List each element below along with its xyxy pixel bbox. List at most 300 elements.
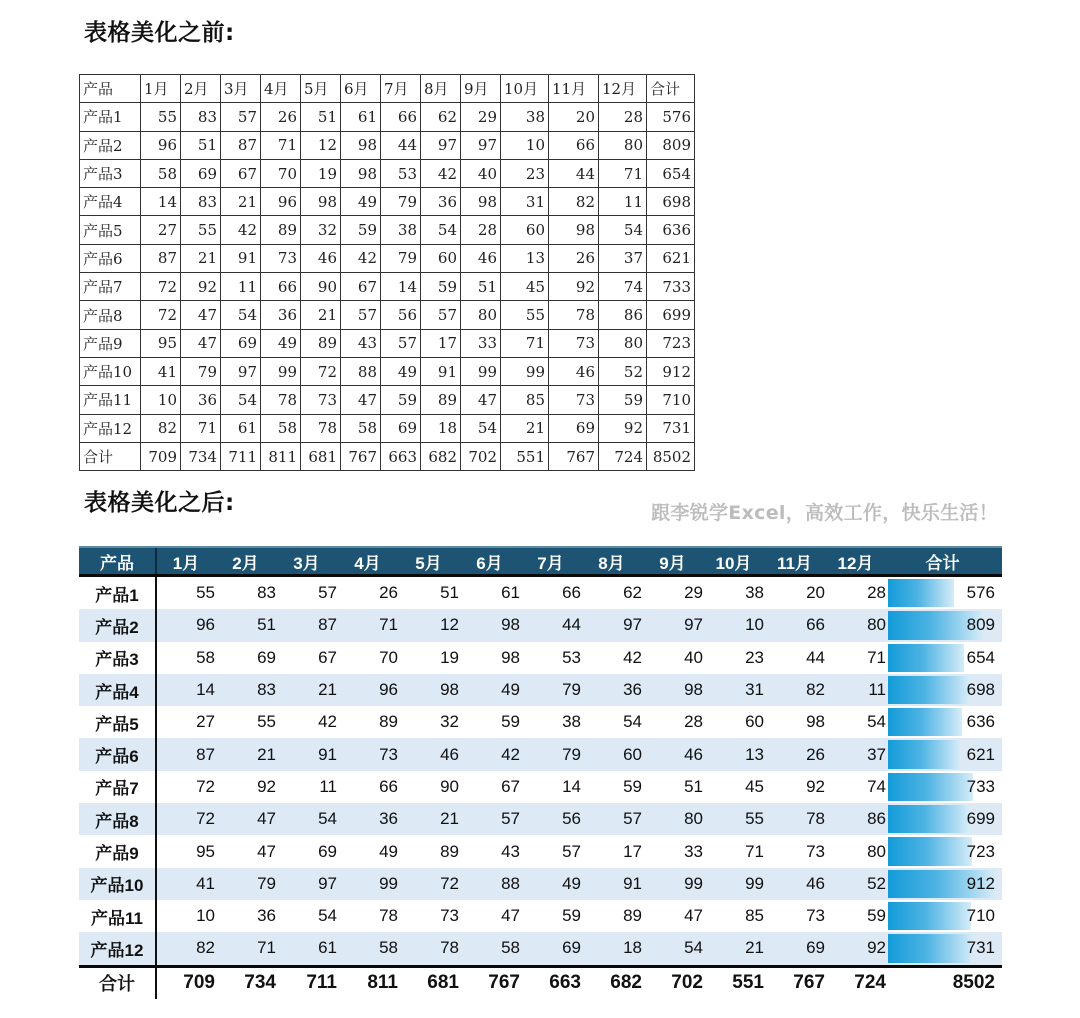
after-cell: 89 xyxy=(379,712,398,732)
before-total-cell: 809 xyxy=(647,131,695,159)
after-cell: 11 xyxy=(868,680,886,700)
before-cell: 61 xyxy=(341,103,381,131)
before-cell: 36 xyxy=(261,301,301,329)
after-cell: 71 xyxy=(745,841,764,861)
after-cell: 78 xyxy=(440,938,459,958)
after-cell: 60 xyxy=(745,712,764,732)
after-cell: 44 xyxy=(562,615,581,635)
before-row-label: 产品6 xyxy=(80,244,141,272)
before-cell: 99 xyxy=(461,357,501,385)
before-cell: 11 xyxy=(221,273,261,301)
before-cell: 73 xyxy=(549,329,599,357)
after-cell: 88 xyxy=(501,873,520,893)
after-table-row xyxy=(79,674,1002,706)
after-table-row xyxy=(79,577,1002,609)
before-cell: 47 xyxy=(341,386,381,414)
before-cell: 98 xyxy=(461,188,501,216)
after-header-cell: 产品 xyxy=(79,548,157,574)
before-cell: 92 xyxy=(549,273,599,301)
before-cell: 71 xyxy=(261,131,301,159)
before-cell: 663 xyxy=(381,442,421,470)
after-header-cell: 8月 xyxy=(598,553,625,573)
after-cell: 91 xyxy=(623,873,642,893)
before-cell: 73 xyxy=(261,244,301,272)
before-header-row xyxy=(80,75,695,103)
after-cell: 54 xyxy=(318,906,337,926)
after-cell: 59 xyxy=(867,906,886,926)
after-summary-cell: 724 xyxy=(854,972,886,994)
after-table-row xyxy=(79,642,1002,674)
before-cell: 681 xyxy=(301,442,341,470)
after-total-value: 733 xyxy=(966,776,995,796)
after-cell: 42 xyxy=(501,744,520,764)
after-row-label: 产品2 xyxy=(79,609,157,641)
after-cell: 51 xyxy=(257,615,276,635)
after-cell: 72 xyxy=(196,776,215,796)
after-cell: 92 xyxy=(257,776,276,796)
after-cell: 80 xyxy=(867,615,886,635)
after-total-value: 710 xyxy=(966,906,995,926)
before-cell: 36 xyxy=(181,386,221,414)
after-cell: 51 xyxy=(684,776,703,796)
before-cell: 33 xyxy=(461,329,501,357)
before-cell: 99 xyxy=(261,357,301,385)
before-cell: 57 xyxy=(341,301,381,329)
after-cell: 72 xyxy=(196,809,215,829)
after-summary-row xyxy=(79,965,1002,999)
after-cell: 58 xyxy=(501,938,520,958)
after-cell: 42 xyxy=(318,712,337,732)
before-cell: 42 xyxy=(421,159,461,187)
before-row-label: 合计 xyxy=(80,442,141,470)
after-cell: 31 xyxy=(745,680,764,700)
after-cell: 38 xyxy=(562,712,581,732)
after-summary-total: 8502 xyxy=(952,972,995,994)
before-cell: 87 xyxy=(221,131,261,159)
after-cell: 36 xyxy=(379,809,398,829)
after-cell: 42 xyxy=(623,647,642,667)
before-cell: 88 xyxy=(341,357,381,385)
after-row-label: 产品4 xyxy=(79,674,157,706)
before-cell: 86 xyxy=(599,301,647,329)
before-row-label: 产品5 xyxy=(80,216,141,244)
after-total-cell xyxy=(886,609,999,641)
after-cell: 47 xyxy=(684,906,703,926)
before-cell: 83 xyxy=(181,188,221,216)
after-cell: 72 xyxy=(440,873,459,893)
before-total-cell: 654 xyxy=(647,159,695,187)
before-cell: 21 xyxy=(221,188,261,216)
before-cell: 57 xyxy=(381,329,421,357)
before-cell: 702 xyxy=(461,442,501,470)
after-cell: 23 xyxy=(745,647,764,667)
before-cell: 89 xyxy=(421,386,461,414)
before-cell: 42 xyxy=(221,216,261,244)
before-cell: 83 xyxy=(181,103,221,131)
before-header-cell: 9月 xyxy=(461,75,501,103)
before-table-row xyxy=(80,301,695,329)
after-table-row xyxy=(79,803,1002,835)
after-cell: 87 xyxy=(318,615,337,635)
before-cell: 71 xyxy=(181,414,221,442)
before-cell: 37 xyxy=(599,244,647,272)
before-cell: 91 xyxy=(221,244,261,272)
after-cell: 69 xyxy=(806,938,825,958)
before-cell: 54 xyxy=(599,216,647,244)
after-cell: 55 xyxy=(196,583,215,603)
after-cell: 66 xyxy=(562,583,581,603)
before-cell: 87 xyxy=(141,244,181,272)
before-cell: 53 xyxy=(381,159,421,187)
after-total-cell xyxy=(886,674,999,706)
before-cell: 46 xyxy=(301,244,341,272)
after-summary-cell: 709 xyxy=(183,972,215,994)
before-total-cell: 710 xyxy=(647,386,695,414)
before-table-row xyxy=(80,103,695,131)
before-cell: 97 xyxy=(221,357,261,385)
after-header-cell: 9月 xyxy=(659,553,686,573)
after-row-label: 产品1 xyxy=(79,577,157,609)
after-total-value: 723 xyxy=(966,841,995,861)
after-cell: 55 xyxy=(257,712,276,732)
after-cell: 37 xyxy=(867,744,886,764)
before-total-cell: 912 xyxy=(647,357,695,385)
after-cell: 47 xyxy=(257,809,276,829)
after-header-cell: 5月 xyxy=(415,553,442,573)
after-cell: 79 xyxy=(562,744,581,764)
before-cell: 59 xyxy=(599,386,647,414)
after-cell: 73 xyxy=(806,906,825,926)
after-header-cell: 7月 xyxy=(537,553,564,573)
before-cell: 95 xyxy=(141,329,181,357)
before-cell: 96 xyxy=(261,188,301,216)
after-cell: 57 xyxy=(562,841,581,861)
before-cell: 51 xyxy=(181,131,221,159)
before-cell: 41 xyxy=(141,357,181,385)
before-cell: 46 xyxy=(461,244,501,272)
after-summary-cell: 767 xyxy=(793,972,825,994)
before-cell: 91 xyxy=(421,357,461,385)
before-header-cell: 6月 xyxy=(341,75,381,103)
after-cell: 12 xyxy=(440,615,459,635)
after-row-label: 产品7 xyxy=(79,771,157,803)
after-cell: 55 xyxy=(745,809,764,829)
after-cell: 80 xyxy=(867,841,886,861)
after-cell: 40 xyxy=(684,647,703,667)
after-cell: 66 xyxy=(806,615,825,635)
before-row-label: 产品2 xyxy=(80,131,141,159)
after-cell: 80 xyxy=(684,809,703,829)
after-cell: 51 xyxy=(440,583,459,603)
before-cell: 55 xyxy=(141,103,181,131)
before-cell: 44 xyxy=(549,159,599,187)
before-cell: 26 xyxy=(549,244,599,272)
after-cell: 32 xyxy=(440,712,459,732)
after-total-cell xyxy=(886,771,999,803)
before-header-cell: 2月 xyxy=(181,75,221,103)
after-cell: 18 xyxy=(623,938,642,958)
data-bar xyxy=(888,902,971,930)
after-cell: 11 xyxy=(319,776,337,796)
data-bar xyxy=(888,740,960,768)
before-cell: 69 xyxy=(181,159,221,187)
before-cell: 52 xyxy=(599,357,647,385)
after-cell: 46 xyxy=(440,744,459,764)
data-bar xyxy=(888,579,954,607)
after-cell: 43 xyxy=(501,841,520,861)
title-after: 表格美化之后: xyxy=(84,490,235,516)
before-cell: 79 xyxy=(381,188,421,216)
before-cell: 59 xyxy=(381,386,421,414)
after-cell: 92 xyxy=(806,776,825,796)
after-total-value: 654 xyxy=(966,647,995,667)
after-table-row xyxy=(79,835,1002,867)
after-cell: 59 xyxy=(562,906,581,926)
after-cell: 28 xyxy=(684,712,703,732)
before-cell: 49 xyxy=(261,329,301,357)
before-cell: 54 xyxy=(221,301,261,329)
after-cell: 99 xyxy=(745,873,764,893)
after-cell: 62 xyxy=(623,583,642,603)
after-total-cell xyxy=(886,577,999,609)
after-cell: 73 xyxy=(806,841,825,861)
after-cell: 26 xyxy=(379,583,398,603)
after-cell: 96 xyxy=(379,680,398,700)
after-cell: 54 xyxy=(684,938,703,958)
before-cell: 31 xyxy=(501,188,549,216)
after-cell: 99 xyxy=(684,873,703,893)
before-table-row xyxy=(80,159,695,187)
after-total-cell xyxy=(886,803,999,835)
after-cell: 14 xyxy=(562,776,581,796)
after-cell: 29 xyxy=(684,583,703,603)
before-cell: 54 xyxy=(421,216,461,244)
before-cell: 58 xyxy=(141,159,181,187)
table-before xyxy=(79,74,695,471)
before-cell: 97 xyxy=(461,131,501,159)
after-cell: 66 xyxy=(379,776,398,796)
after-cell: 21 xyxy=(318,680,337,700)
after-cell: 74 xyxy=(867,776,886,796)
before-cell: 90 xyxy=(301,273,341,301)
before-cell: 66 xyxy=(261,273,301,301)
after-cell: 56 xyxy=(562,809,581,829)
before-cell: 32 xyxy=(301,216,341,244)
before-cell: 97 xyxy=(421,131,461,159)
after-cell: 78 xyxy=(806,809,825,829)
before-total-cell: 731 xyxy=(647,414,695,442)
after-cell: 20 xyxy=(806,583,825,603)
after-cell: 47 xyxy=(257,841,276,861)
before-cell: 89 xyxy=(261,216,301,244)
after-cell: 69 xyxy=(318,841,337,861)
before-table-row xyxy=(80,131,695,159)
before-total-cell: 621 xyxy=(647,244,695,272)
before-row-label: 产品1 xyxy=(80,103,141,131)
after-header-cell: 10月 xyxy=(715,553,752,573)
before-header-cell: 10月 xyxy=(501,75,549,103)
after-cell: 83 xyxy=(257,680,276,700)
before-cell: 92 xyxy=(599,414,647,442)
after-row-label: 产品9 xyxy=(79,835,157,867)
after-cell: 13 xyxy=(745,744,764,764)
before-table-row xyxy=(80,442,695,470)
before-cell: 20 xyxy=(549,103,599,131)
after-cell: 78 xyxy=(379,906,398,926)
before-cell: 709 xyxy=(141,442,181,470)
after-total-cell xyxy=(886,868,999,900)
after-cell: 21 xyxy=(745,938,764,958)
after-header-cell: 3月 xyxy=(293,553,320,573)
after-cell: 69 xyxy=(257,647,276,667)
table-after xyxy=(79,546,1002,999)
after-table-row xyxy=(79,771,1002,803)
after-cell: 10 xyxy=(196,906,215,926)
before-cell: 44 xyxy=(381,131,421,159)
after-cell: 95 xyxy=(196,841,215,861)
after-cell: 45 xyxy=(745,776,764,796)
after-cell: 57 xyxy=(501,809,520,829)
before-cell: 79 xyxy=(181,357,221,385)
before-cell: 29 xyxy=(461,103,501,131)
after-header-cell: 6月 xyxy=(476,553,503,573)
after-cell: 57 xyxy=(318,583,337,603)
before-row-label: 产品10 xyxy=(80,357,141,385)
after-cell: 59 xyxy=(623,776,642,796)
before-cell: 19 xyxy=(301,159,341,187)
after-total-value: 731 xyxy=(966,938,995,958)
after-total-value: 809 xyxy=(966,615,995,635)
before-cell: 11 xyxy=(599,188,647,216)
before-cell: 66 xyxy=(549,131,599,159)
after-total-value: 698 xyxy=(966,680,995,700)
after-cell: 98 xyxy=(501,647,520,667)
before-table-row xyxy=(80,216,695,244)
before-total-cell: 733 xyxy=(647,273,695,301)
after-summary-cell: 702 xyxy=(671,972,703,994)
before-cell: 59 xyxy=(421,273,461,301)
before-cell: 78 xyxy=(261,386,301,414)
after-summary-cell: 767 xyxy=(488,972,520,994)
before-cell: 98 xyxy=(341,159,381,187)
after-row-label: 产品11 xyxy=(79,900,157,932)
after-total-cell xyxy=(886,932,999,964)
after-cell: 79 xyxy=(562,680,581,700)
after-cell: 61 xyxy=(318,938,337,958)
before-cell: 51 xyxy=(301,103,341,131)
before-row-label: 产品4 xyxy=(80,188,141,216)
before-cell: 12 xyxy=(301,131,341,159)
before-cell: 73 xyxy=(549,386,599,414)
before-cell: 21 xyxy=(181,244,221,272)
before-cell: 36 xyxy=(421,188,461,216)
after-row-label: 产品5 xyxy=(79,706,157,738)
before-cell: 80 xyxy=(461,301,501,329)
before-cell: 47 xyxy=(181,301,221,329)
after-total-value: 636 xyxy=(966,712,995,732)
after-row-label: 产品6 xyxy=(79,738,157,770)
after-cell: 57 xyxy=(623,809,642,829)
before-total-cell: 699 xyxy=(647,301,695,329)
before-cell: 14 xyxy=(381,273,421,301)
data-bar xyxy=(888,644,964,672)
before-cell: 69 xyxy=(221,329,261,357)
after-cell: 98 xyxy=(806,712,825,732)
after-cell: 67 xyxy=(501,776,520,796)
before-cell: 67 xyxy=(341,273,381,301)
before-cell: 724 xyxy=(599,442,647,470)
after-cell: 27 xyxy=(196,712,215,732)
before-table-row xyxy=(80,386,695,414)
after-header-cell: 4月 xyxy=(354,553,381,573)
before-cell: 82 xyxy=(549,188,599,216)
before-cell: 59 xyxy=(341,216,381,244)
after-cell: 52 xyxy=(867,873,886,893)
after-cell: 59 xyxy=(501,712,520,732)
after-cell: 46 xyxy=(684,744,703,764)
before-row-label: 产品12 xyxy=(80,414,141,442)
after-cell: 14 xyxy=(196,680,215,700)
after-summary-cell: 711 xyxy=(306,972,337,994)
before-cell: 711 xyxy=(221,442,261,470)
after-cell: 58 xyxy=(379,938,398,958)
before-row-label: 产品8 xyxy=(80,301,141,329)
after-table-row xyxy=(79,738,1002,770)
after-row-label: 产品12 xyxy=(79,932,157,964)
before-cell: 71 xyxy=(599,159,647,187)
after-cell: 86 xyxy=(867,809,886,829)
after-summary-cell: 663 xyxy=(549,972,581,994)
before-cell: 73 xyxy=(301,386,341,414)
after-cell: 36 xyxy=(623,680,642,700)
before-header-cell: 4月 xyxy=(261,75,301,103)
slogan-watermark: 跟李锐学Excel，高效工作，快乐生活！ xyxy=(651,502,998,524)
after-header-cell: 2月 xyxy=(232,553,259,573)
before-cell: 99 xyxy=(501,357,549,385)
after-total-value: 699 xyxy=(966,809,995,829)
after-summary-label: 合计 xyxy=(79,968,157,999)
before-cell: 42 xyxy=(341,244,381,272)
after-cell: 54 xyxy=(867,712,886,732)
after-cell: 71 xyxy=(867,647,886,667)
before-cell: 80 xyxy=(599,131,647,159)
after-cell: 19 xyxy=(440,647,459,667)
after-summary-cell: 682 xyxy=(610,972,642,994)
before-header-cell: 8月 xyxy=(421,75,461,103)
before-header-cell: 7月 xyxy=(381,75,421,103)
after-cell: 82 xyxy=(806,680,825,700)
before-cell: 70 xyxy=(261,159,301,187)
after-cell: 97 xyxy=(623,615,642,635)
after-cell: 46 xyxy=(806,873,825,893)
after-row-label: 产品10 xyxy=(79,868,157,900)
after-table-row xyxy=(79,868,1002,900)
before-cell: 55 xyxy=(501,301,549,329)
before-cell: 13 xyxy=(501,244,549,272)
before-cell: 38 xyxy=(501,103,549,131)
after-cell: 98 xyxy=(501,615,520,635)
after-total-cell xyxy=(886,706,999,738)
before-cell: 47 xyxy=(461,386,501,414)
before-table-row xyxy=(80,244,695,272)
before-cell: 46 xyxy=(549,357,599,385)
before-table-row xyxy=(80,273,695,301)
after-table-row xyxy=(79,900,1002,932)
before-cell: 67 xyxy=(221,159,261,187)
before-cell: 49 xyxy=(381,357,421,385)
before-cell: 85 xyxy=(501,386,549,414)
before-table-row xyxy=(80,188,695,216)
